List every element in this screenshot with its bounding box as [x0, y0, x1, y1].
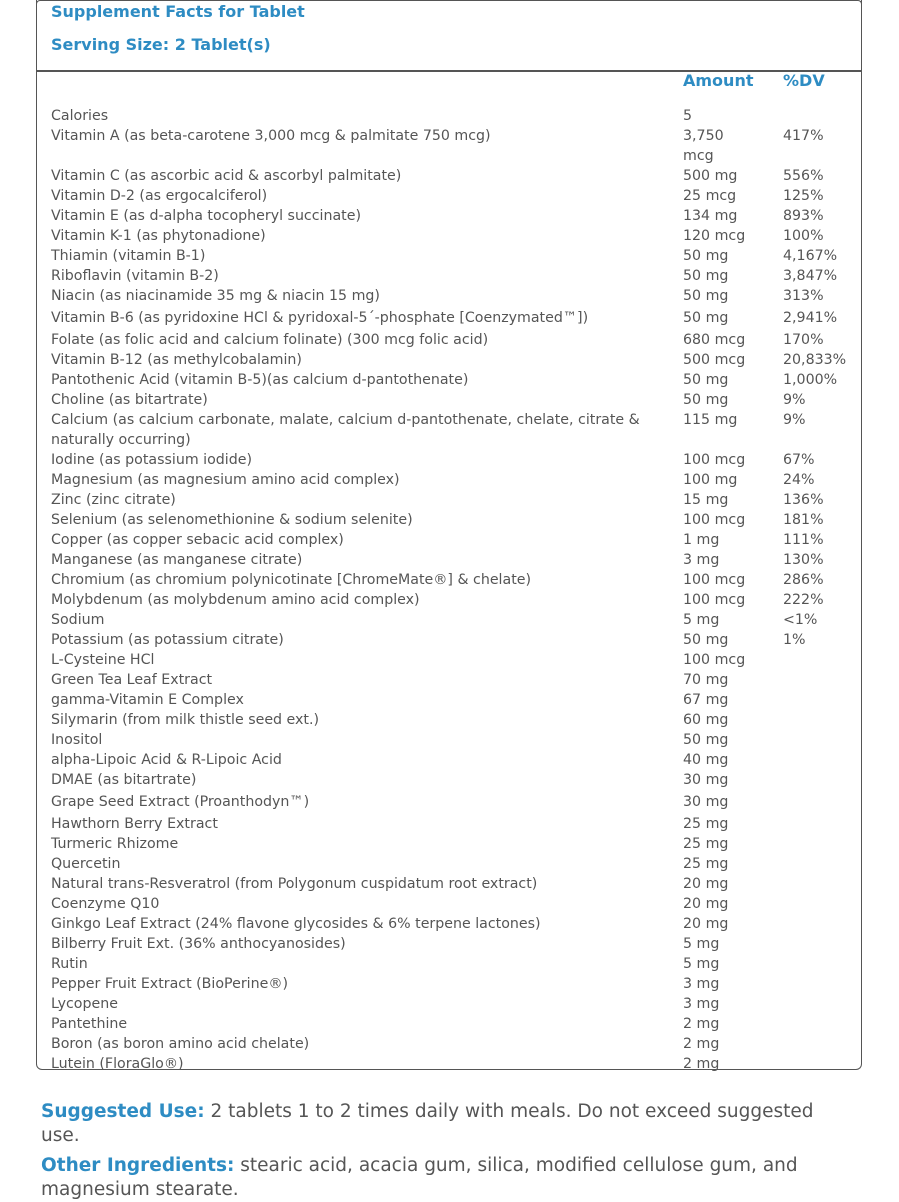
nutrient-amount: 50 mg: [683, 288, 729, 304]
nutrient-dv: 24%: [783, 472, 815, 488]
nutrient-name: Vitamin B-6 (as pyridoxine HCl & pyridoxal-5´-phosphate [Coenzymated™]): [51, 310, 589, 326]
nutrient-name: Ginkgo Leaf Extract (24% flavone glycosides & 6% terpene lactones): [51, 916, 541, 932]
nutrient-dv: 893%: [783, 208, 824, 224]
nutrient-name: Grape Seed Extract (Proanthodyn™): [51, 794, 310, 810]
nutrient-dv: 67%: [783, 452, 815, 468]
nutrient-amount: 25 mg: [683, 856, 729, 872]
panel-title: Supplement Facts for Tablet: [51, 2, 305, 21]
nutrient-amount: 60 mg: [683, 712, 729, 728]
nutrient-name: Turmeric Rhizome: [51, 836, 179, 852]
nutrient-dv: <1%: [783, 612, 818, 628]
nutrient-amount: 5 mg: [683, 936, 720, 952]
nutrient-amount: 500 mcg: [683, 352, 746, 368]
nutrient-amount: 2 mg: [683, 1056, 720, 1072]
nutrient-name: Copper (as copper sebacic acid complex): [51, 532, 344, 548]
nutrient-amount: 3 mg: [683, 996, 720, 1012]
suggested-use: [41, 1100, 851, 1148]
nutrient-name: Vitamin E (as d-alpha tocopheryl succinate): [51, 208, 361, 224]
serving-size: Serving Size: 2 Tablet(s): [51, 35, 271, 54]
nutrient-dv: 170%: [783, 332, 824, 348]
nutrient-name: L-Cysteine HCl: [51, 652, 155, 668]
nutrient-amount: 134 mg: [683, 208, 738, 224]
nutrient-name: Bilberry Fruit Ext. (36% anthocyanosides): [51, 936, 346, 952]
nutrient-name: Selenium (as selenomethionine & sodium selenite): [51, 512, 413, 528]
nutrient-name: Chromium (as chromium polynicotinate [ChromeMate®] & chelate): [51, 572, 532, 588]
nutrient-name: Coenzyme Q10: [51, 896, 160, 912]
suggested-use-label: Suggested Use:: [41, 1101, 205, 1122]
nutrient-name: Natural trans-Resveratrol (from Polygonum cuspidatum root extract): [51, 876, 538, 892]
nutrient-dv: 181%: [783, 512, 824, 528]
nutrient-name: DMAE (as bitartrate): [51, 772, 197, 788]
nutrient-amount: 50 mg: [683, 732, 729, 748]
nutrient-amount: 3 mg: [683, 552, 720, 568]
nutrient-name: Folate (as folic acid and calcium folinate) (300 mcg folic acid): [51, 332, 489, 348]
nutrient-name: Iodine (as potassium iodide): [51, 452, 253, 468]
nutrient-name: Vitamin C (as ascorbic acid & ascorbyl palmitate): [51, 168, 402, 184]
dv-column-header: %DV: [783, 71, 825, 90]
nutrient-dv: 286%: [783, 572, 824, 588]
nutrient-amount: 20 mg: [683, 876, 729, 892]
nutrient-amount: 50 mg: [683, 248, 729, 264]
nutrient-amount: 50 mg: [683, 632, 729, 648]
nutrient-dv: 417%: [783, 128, 824, 144]
nutrient-dv: 4,167%: [783, 248, 838, 264]
nutrient-amount: 50 mg: [683, 372, 729, 388]
nutrient-amount: 3 mg: [683, 976, 720, 992]
nutrient-amount: 70 mg: [683, 672, 729, 688]
nutrient-name: Riboflavin (vitamin B-2): [51, 268, 219, 284]
nutrient-name: Vitamin A (as beta-carotene 3,000 mcg & palmitate 750 mcg): [51, 128, 491, 144]
nutrient-amount: 20 mg: [683, 896, 729, 912]
nutrient-amount: 5 mg: [683, 612, 720, 628]
nutrient-amount: 30 mg: [683, 794, 729, 810]
nutrient-amount: 100 mg: [683, 472, 738, 488]
nutrient-name: Green Tea Leaf Extract: [51, 672, 213, 688]
nutrient-name: Zinc (zinc citrate): [51, 492, 176, 508]
nutrient-amount: 50 mg: [683, 392, 729, 408]
other-ingredients: [41, 1154, 851, 1202]
nutrient-dv: 313%: [783, 288, 824, 304]
nutrient-amount: 500 mg: [683, 168, 738, 184]
nutrient-dv: 111%: [783, 532, 824, 548]
nutrient-dv: 3,847%: [783, 268, 838, 284]
nutrient-dv: 20,833%: [783, 352, 847, 368]
amount-column-header: Amount: [683, 71, 754, 90]
nutrient-amount: 5 mg: [683, 956, 720, 972]
nutrient-amount: 1 mg: [683, 532, 720, 548]
nutrient-name: Choline (as bitartrate): [51, 392, 208, 408]
nutrient-dv: 136%: [783, 492, 824, 508]
nutrient-name: Lutein (FloraGlo®): [51, 1056, 184, 1072]
nutrient-name: Vitamin B-12 (as methylcobalamin): [51, 352, 302, 368]
nutrient-name: Pantothenic Acid (vitamin B-5)(as calcium d-pantothenate): [51, 372, 469, 388]
nutrient-dv: 9%: [783, 392, 806, 408]
nutrient-amount: 25 mg: [683, 816, 729, 832]
nutrient-name: Niacin (as niacinamide 35 mg & niacin 15 mg): [51, 288, 380, 304]
nutrient-name: Calcium (as calcium carbonate, malate, calcium d-pantothenate, chelate, citrate & naturally occurring): [51, 412, 640, 448]
nutrient-name: gamma-Vitamin E Complex: [51, 692, 244, 708]
nutrient-amount: 5: [683, 108, 693, 124]
nutrient-amount: 20 mg: [683, 916, 729, 932]
nutrient-dv: 222%: [783, 592, 824, 608]
suggested-use-text: 2 tablets 1 to 2 times daily with meals. Do not exceed suggested use.: [41, 1101, 814, 1146]
nutrient-name: Boron (as boron amino acid chelate): [51, 1036, 310, 1052]
nutrient-amount: 50 mg: [683, 310, 729, 326]
nutrient-amount: 25 mg: [683, 836, 729, 852]
nutrient-dv: 1,000%: [783, 372, 838, 388]
nutrient-name: Sodium: [51, 612, 105, 628]
nutrient-amount: 3,750 mcg: [683, 128, 724, 164]
nutrient-amount: 40 mg: [683, 752, 729, 768]
nutrient-amount: 100 mcg: [683, 652, 746, 668]
nutrient-amount: 30 mg: [683, 772, 729, 788]
nutrient-name: Magnesium (as magnesium amino acid complex): [51, 472, 400, 488]
nutrient-name: Inositol: [51, 732, 103, 748]
nutrient-dv: 9%: [783, 412, 806, 428]
nutrient-dv: 130%: [783, 552, 824, 568]
nutrient-name: Vitamin K-1 (as phytonadione): [51, 228, 266, 244]
nutrient-name: alpha-Lipoic Acid & R-Lipoic Acid: [51, 752, 282, 768]
nutrient-amount: 25 mcg: [683, 188, 737, 204]
nutrient-amount: 67 mg: [683, 692, 729, 708]
nutrient-name: Pepper Fruit Extract (BioPerine®): [51, 976, 289, 992]
nutrient-dv: 100%: [783, 228, 824, 244]
nutrient-dv: 556%: [783, 168, 824, 184]
nutrient-amount: 100 mcg: [683, 572, 746, 588]
nutrient-amount: 2 mg: [683, 1036, 720, 1052]
other-ingredients-text: stearic acid, acacia gum, silica, modified cellulose gum, and magnesium stearate.: [41, 1155, 798, 1200]
other-ingredients-label: Other Ingredients:: [41, 1155, 235, 1176]
nutrient-amount: 2 mg: [683, 1016, 720, 1032]
nutrient-name: Hawthorn Berry Extract: [51, 816, 218, 832]
nutrient-name: Quercetin: [51, 856, 121, 872]
nutrient-name: Molybdenum (as molybdenum amino acid complex): [51, 592, 420, 608]
nutrient-name: Manganese (as manganese citrate): [51, 552, 303, 568]
nutrient-name: Potassium (as potassium citrate): [51, 632, 284, 648]
nutrient-name: Lycopene: [51, 996, 118, 1012]
nutrient-name: Silymarin (from milk thistle seed ext.): [51, 712, 320, 728]
nutrient-amount: 120 mcg: [683, 228, 746, 244]
nutrient-amount: 15 mg: [683, 492, 729, 508]
nutrient-amount: 680 mcg: [683, 332, 746, 348]
nutrient-name: Rutin: [51, 956, 88, 972]
nutrient-amount: 100 mcg: [683, 512, 746, 528]
nutrient-amount: 50 mg: [683, 268, 729, 284]
nutrient-amount: 100 mcg: [683, 592, 746, 608]
nutrient-name: Thiamin (vitamin B-1): [51, 248, 206, 264]
nutrient-dv: 1%: [783, 632, 806, 648]
nutrient-amount: 100 mcg: [683, 452, 746, 468]
nutrient-name: Pantethine: [51, 1016, 128, 1032]
nutrient-amount: 115 mg: [683, 412, 738, 428]
nutrient-dv: 125%: [783, 188, 824, 204]
nutrient-name: Vitamin D-2 (as ergocalciferol): [51, 188, 268, 204]
nutrient-dv: 2,941%: [783, 310, 838, 326]
nutrient-name: Calories: [51, 108, 109, 124]
